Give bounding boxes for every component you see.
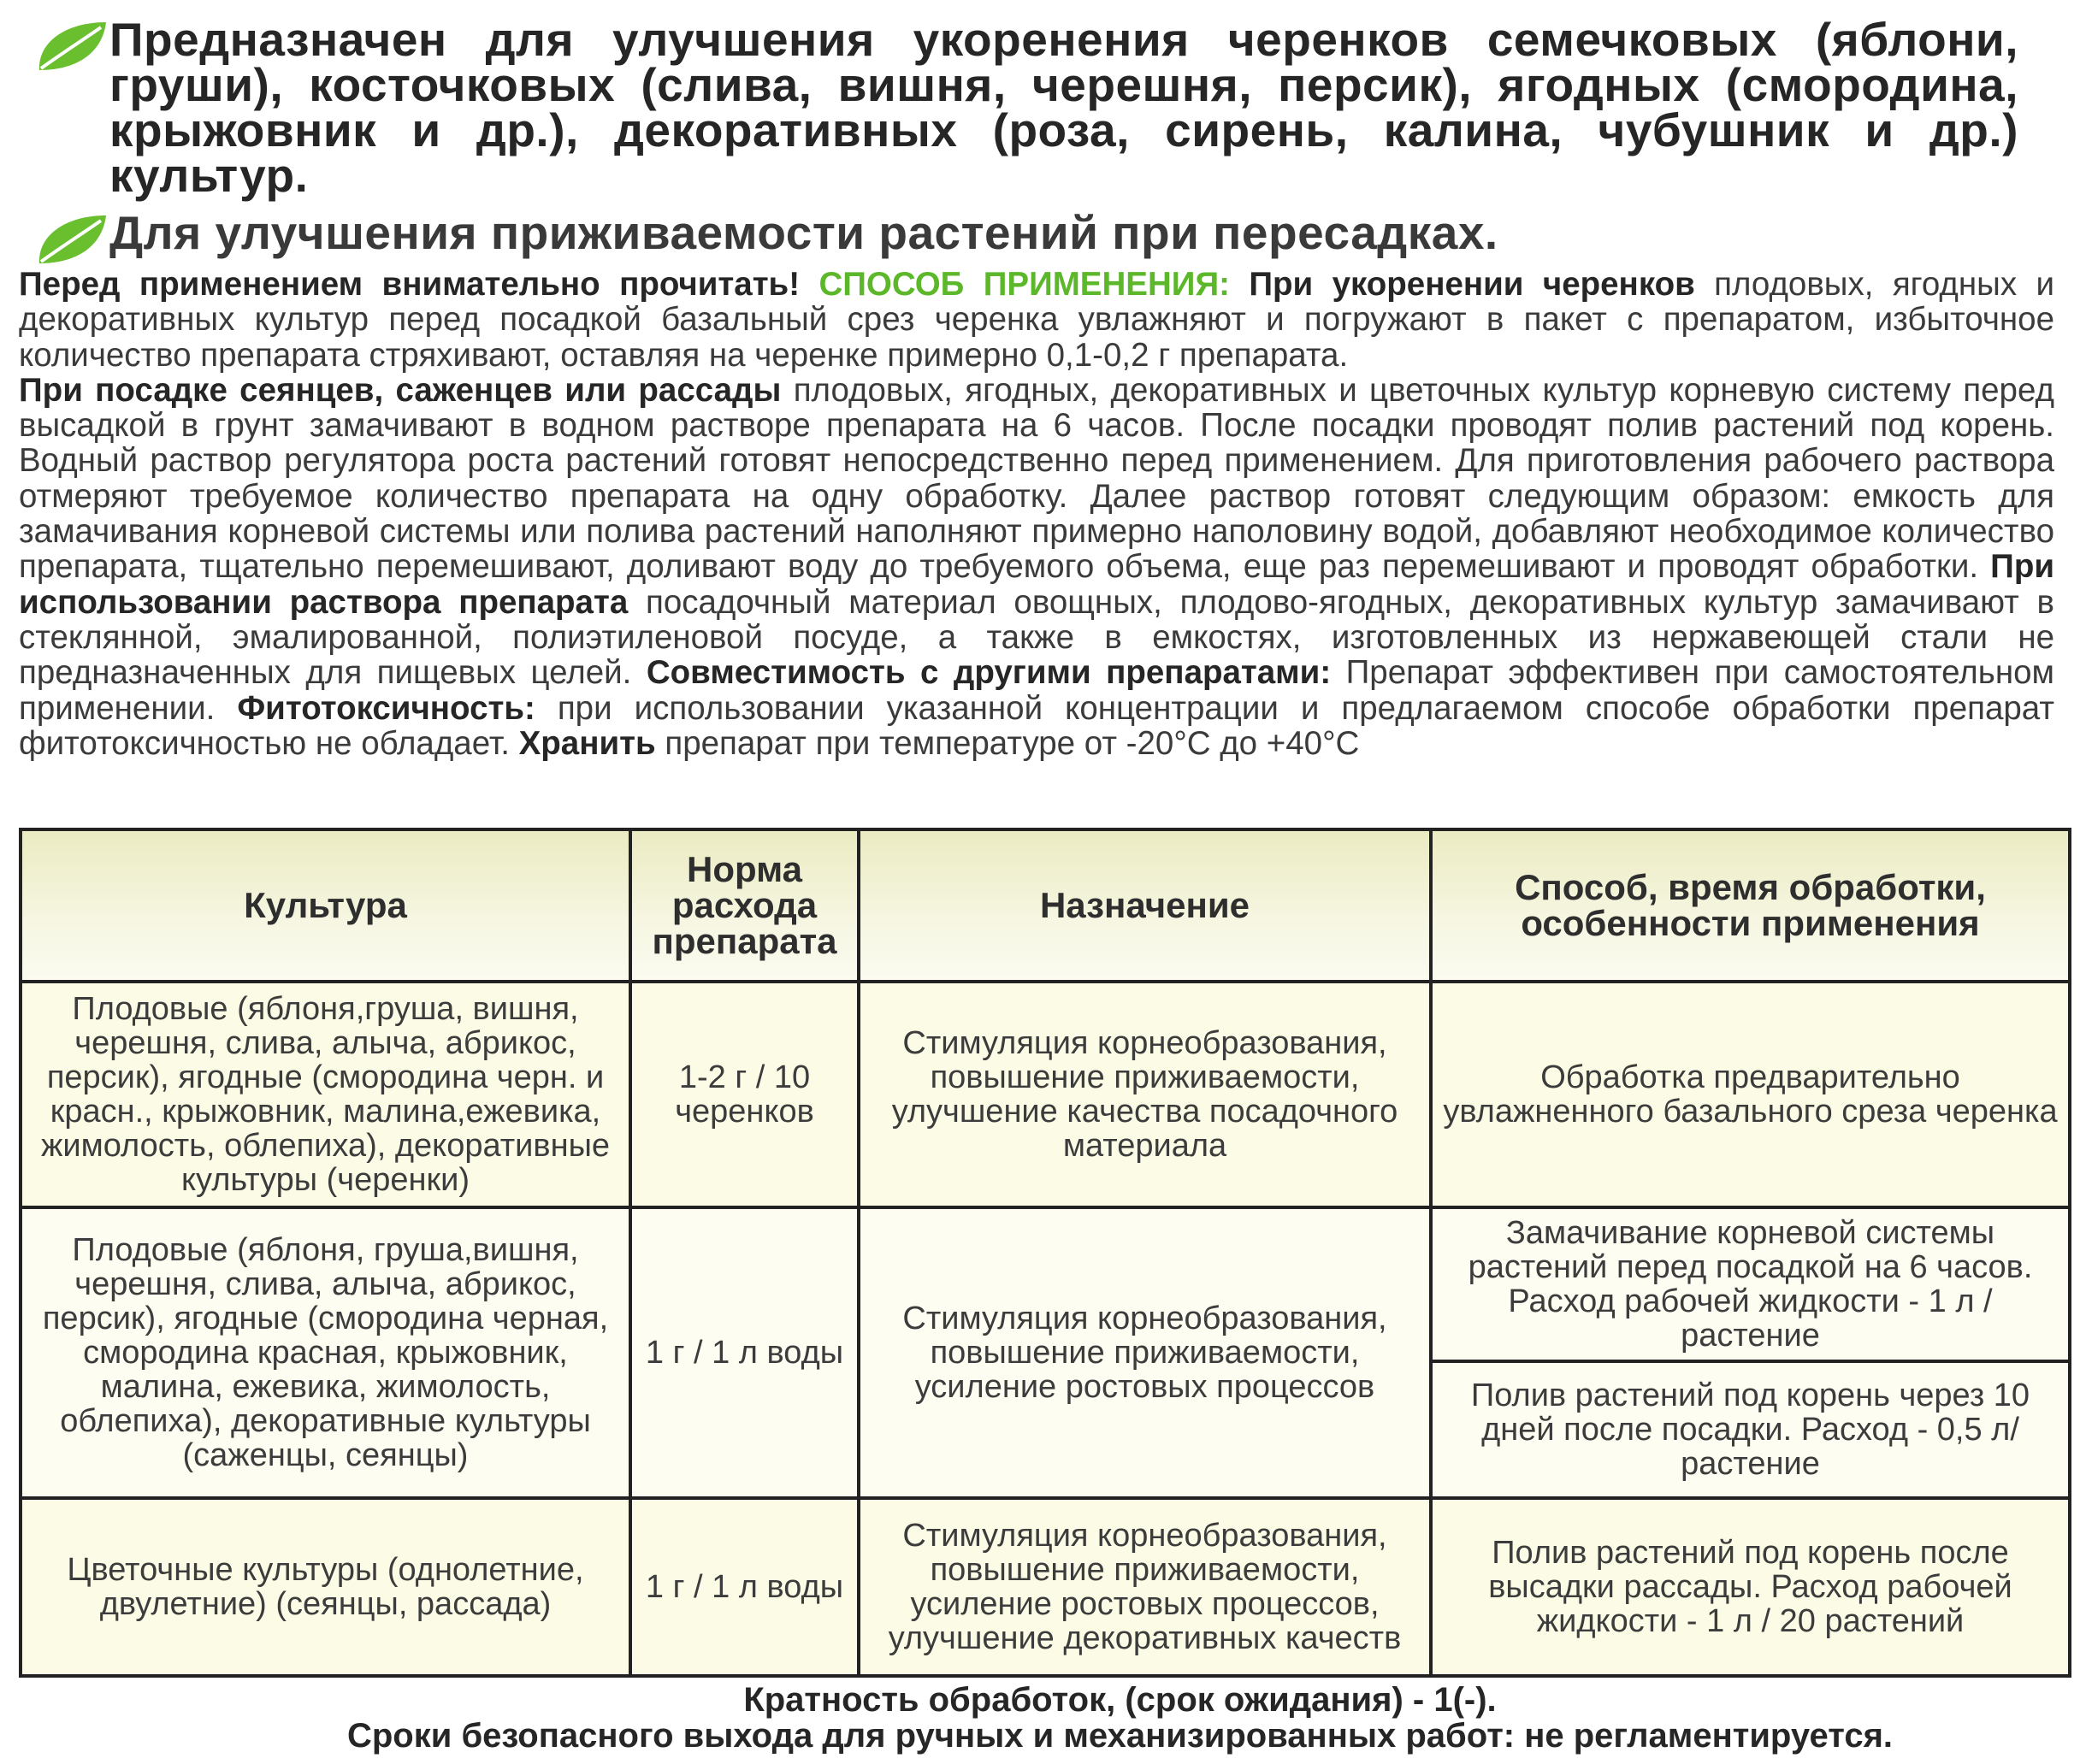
cell-culture: Плодовые (яблоня, груша,вишня, черешня, слива, алыча, абрикос, персик), ягодные (смородина черная, смородина красная, крыжовник, малина, ежевика, жимолость, облепиха), декоративные культуры (саженцы, сеянцы) [21, 1207, 630, 1498]
cell-culture: Цветочные культуры (однолетние, двулетние) (сеянцы, рассада) [21, 1498, 630, 1676]
cell-culture: Плодовые (яблоня,груша, вишня, черешня, слива, алыча, абрикос, персик), ягодные (смородина черн. и красн., крыжовник, малина,ежевика, жимолость, облепиха), декоративные культуры (черенки) [21, 982, 630, 1207]
instructions-paragraph-seedlings [19, 373, 2054, 761]
leaf-icon [34, 212, 109, 267]
table-row [21, 1207, 2070, 1361]
cell-rate: 1 г / 1 л воды [630, 1498, 859, 1676]
seedlings-heading: При посадке сеянцев, саженцев или рассады [19, 371, 782, 409]
storage-text: препарат при температуре от -20°С до +40°С [655, 724, 1360, 762]
header-rate: Норма расхода препарата [630, 829, 859, 982]
table-row [21, 1498, 2070, 1676]
cell-method: Обработка предварительно увлажненного базального среза черенка [1431, 982, 2070, 1207]
safe-exit-period: Сроки безопасного выхода для ручных и механизированных работ: не регламентируется. [346, 1717, 1894, 1755]
solution-heading: При использовании раствора препарата [19, 548, 2054, 621]
cell-rate: 1 г / 1 л воды [630, 1207, 859, 1498]
table-header-row [21, 829, 2070, 982]
storage-heading: Хранить [518, 724, 656, 762]
cuttings-heading: При укоренении черенков [1249, 266, 1695, 303]
method-heading: СПОСОБ ПРИМЕНЕНИЯ: [818, 266, 1250, 303]
bullet-item-transplant [34, 206, 2018, 267]
phytotoxicity-heading: Фитотоксичность: [237, 689, 535, 727]
solution-text: посадочный материал овощных, плодово-ягодных, декоративных культур замачивают в стеклянной, эмалированной, полиэтиленовой посуде, а также в емкостях, изготовленных из нержавеющей стали не предназначенных для пищевых целей. [19, 583, 2055, 692]
warning-text: Перед применением внимательно прочитать! [19, 266, 819, 303]
bullet-item-purpose [34, 13, 2018, 202]
seedlings-text: плодовых, ягодных, декоративных и цветочных культур корневую систему перед высадкой в грунт замачивают в водном растворе препарата на 6 часов. После посадки проводят полив растений под корень. Водный раствор регулятора роста растений готовят непосредственно перед применением. Для приготовления рабочего раствора отмеряют требуемое количество препарата на одну обработку. Далее раствор готовят следующим образом: емкость для замачивания корневой системы или полива растений наполняют примерно наполовину водой, добавляют необходимое количество препарата, тщательно перемешивают, доливают воду до требуемого объема, еще раз перемешивают и проводят обработки. [19, 371, 2054, 586]
cell-purpose: Стимуляция корнеобразования, повышение приживаемости, усиление ростовых процессов [859, 1207, 1431, 1498]
treatment-frequency: Кратность обработок, (срок ожидания) - 1(-). [743, 1681, 1497, 1719]
header-culture: Культура [21, 829, 630, 982]
cell-method-watering: Полив растений под корень через 10 дней после посадки. Расход - 0,5 л/ растение [1431, 1361, 2070, 1498]
cuttings-text: плодовых, ягодных и декоративных культур перед посадкой базальный срез черенка увлажняют и погружают в пакет с препаратом, избыточное количество препарата стряхивают, оставляя на черенке примерно 0,1-0,2 г препарата. [19, 266, 2054, 374]
instructions-block [19, 267, 2054, 761]
cell-purpose: Стимуляция корнеобразования, повышение приживаемости, улучшение качества посадочного материала [859, 982, 1431, 1207]
bullet-text-purpose: Предназначен для улучшения укоренения черенков семечковых (яблони, груши), косточковых (слива, вишня, черешня, персик), ягодных (смородина, крыжовник и др.), декоративных (роза, сирень, калина, чубушник и др.) культур. [109, 13, 2018, 202]
header-method: Способ, время обработки, особенности применения [1431, 829, 2070, 982]
cell-purpose: Стимуляция корнеобразования, повышение приживаемости, усиление ростовых процессов, улучшение декоративных качеств [859, 1498, 1431, 1676]
leaf-icon [34, 19, 109, 74]
phytotoxicity-text: при использовании указанной концентрации и предлагаемом способе обработки препарат фитотоксичностью не обладает. [19, 689, 2054, 762]
cell-rate: 1-2 г / 10 черенков [630, 982, 859, 1207]
compatibility-heading: Совместимость с другими препаратами: [646, 654, 1332, 692]
cell-method-soak: Замачивание корневой системы растений перед посадкой на 6 часов. Расход рабочей жидкости - 1 л / растение [1431, 1207, 2070, 1361]
compatibility-text: Препарат эффективен при самостоятельном применении. [19, 654, 2054, 727]
table-row [21, 982, 2070, 1207]
cell-method: Полив растений под корень после высадки рассады. Расход рабочей жидкости - 1 л / 20 растений [1431, 1498, 2070, 1676]
bullet-text-transplant: Для улучшения приживаемости растений при пересадках. [109, 206, 1498, 259]
header-purpose: Назначение [859, 829, 1431, 982]
application-table [19, 828, 2071, 1678]
instructions-paragraph-cuttings [19, 267, 2054, 373]
